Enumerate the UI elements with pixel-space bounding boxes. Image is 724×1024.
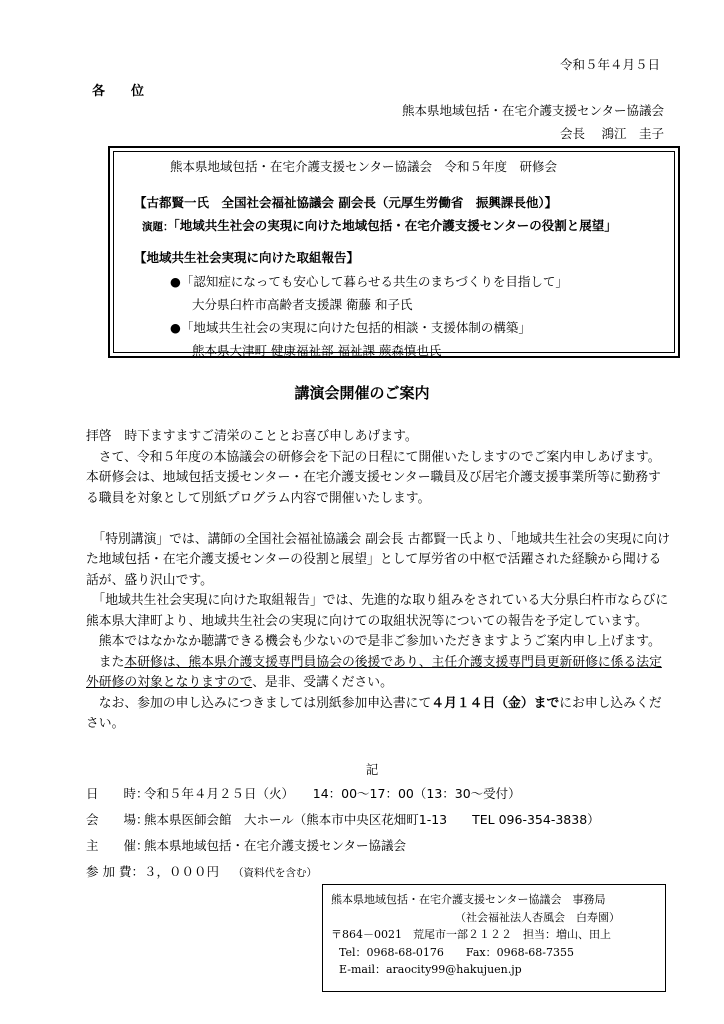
document-date: 令和５年４月５日	[559, 57, 660, 72]
sender-organization: 熊本県地域包括・在宅介護支援センター協議会	[401, 103, 664, 118]
accreditation-paragraph	[86, 653, 670, 694]
detail-fee-label: 参 加 費：	[86, 864, 144, 879]
detail-venue-value: 熊本県医師会館 大ホール（熊本市中央区花畑町1-13 TEL 096-354-3838）	[144, 812, 600, 827]
accreditation-underlined: 本研修は、熊本県介護支援専門員協会の後援であり、主任介護支援専門員更新研修に係る法定外研修の対象となりますので	[86, 654, 662, 690]
detail-venue-label: 会 場：	[86, 812, 149, 827]
application-deadline: ４月１４日（金）まで	[431, 695, 560, 711]
body-text	[86, 427, 670, 735]
detail-fee-note: （資料代を含む）	[233, 867, 318, 879]
detail-host	[86, 836, 406, 854]
detail-host-value: 熊本県地域包括・在宅介護支援センター協議会	[144, 838, 407, 853]
detail-date-value: 令和５年４月２５日（火） 14：00～17：00（13：30～受付）	[144, 786, 521, 801]
sender-name: 会長 鴻江 圭子	[560, 126, 664, 141]
report-heading: 【地域共生社会実現に向けた取組報告】	[134, 250, 360, 265]
lecture-prefix: 演題：	[142, 221, 174, 233]
main-title: 講演会開催のご案内	[294, 384, 430, 402]
addressee: 各位	[92, 84, 171, 99]
accreditation-post: 、是非、受講ください。	[252, 675, 393, 690]
contact-email: E-mail：araocity99@hakujuen.jp	[339, 963, 522, 976]
report-paragraph: 「地域共生社会実現に向けた取組報告」では、先進的な取り組みをされている大分県臼杵市ならびに熊本県大津町より、地域共生社会の実現に向けての取組状況等についての報告を予定しています。	[86, 593, 669, 629]
detail-fee-value: ３，０００円	[144, 864, 220, 879]
detail-date	[86, 784, 521, 802]
application-paragraph	[86, 694, 670, 735]
report2-presenter: 熊本県大津町 健康福祉部 福祉課 蕨森慎也氏	[192, 343, 442, 358]
detail-fee	[86, 862, 317, 880]
intro-paragraph: さて、令和５年度の本協議会の研修会を下記の日程にて開催いたしますのでご案内申しあげます。本研修会は、地域包括支援センター・在宅介護支援センター職員及び居宅介護支援事業所等に勤務する職員を対象として別紙プログラム内容で開催いたします。	[86, 449, 661, 506]
accreditation-pre: また	[86, 654, 125, 670]
report2-title: ●「地域共生社会の実現に向けた包括的相談・支援体制の構築」	[170, 320, 531, 335]
contact-phone-fax: Tel：0968-68-0176 Fax：0968-68-7355	[339, 945, 574, 959]
contact-org: （社会福祉法人杏風会 白寿園）	[455, 910, 620, 924]
contact-address: 〒864－0021 荒尾市一部２１２２ 担当：増山、田上	[331, 928, 611, 941]
lecture-title: 「地域共生社会の実現に向けた地域包括・在宅介護支援センターの役割と展望」	[173, 218, 617, 233]
event-summary-box	[108, 146, 680, 358]
report1-presenter: 大分県臼杵市高齢者支援課 衛藤 和子氏	[192, 297, 413, 312]
lecture-line	[142, 216, 617, 234]
contact-box	[322, 884, 666, 992]
greeting-paragraph: 拝啓 時下ますますご清栄のこととお喜び申しあげます。	[86, 429, 418, 444]
report1-title: ●「認知症になっても安心して暮らせる共生のまちづくりを目指して」	[170, 274, 568, 289]
event-title: 熊本県地域包括・在宅介護支援センター協議会 令和５年度 研修会	[170, 159, 558, 174]
ki-heading: 記	[365, 762, 379, 777]
detail-venue	[86, 810, 600, 828]
speaker-line: 【古都賢一氏 全国社会福祉協議会 副会長（元厚生労働省 振興課長他）】	[134, 195, 558, 210]
application-pre: なお、参加の申し込みにつきましては別紙参加申込書にて	[86, 695, 432, 711]
detail-date-label: 日 時：	[86, 786, 149, 801]
special-lecture-paragraph: 「特別講演」では、講師の全国社会福祉協議会 副会長 古都賢一氏より、「地域共生社会の実現に向けた地域包括・在宅介護支援センターの役割と展望」として厚労省の中枢で活躍された経験から聞ける話が、盛り沢山です。	[86, 531, 670, 588]
application-post: にお申し込みください。	[86, 695, 662, 731]
invitation-paragraph: 熊本ではなかなか聴講できる機会も少ないので是非ご参加いただきますようご案内申し上げます。	[86, 634, 661, 649]
event-summary-inner-border	[113, 151, 675, 358]
contact-office: 熊本県地域包括・在宅介護支援センター協議会 事務局	[331, 893, 606, 906]
detail-host-label: 主 催：	[86, 838, 149, 853]
